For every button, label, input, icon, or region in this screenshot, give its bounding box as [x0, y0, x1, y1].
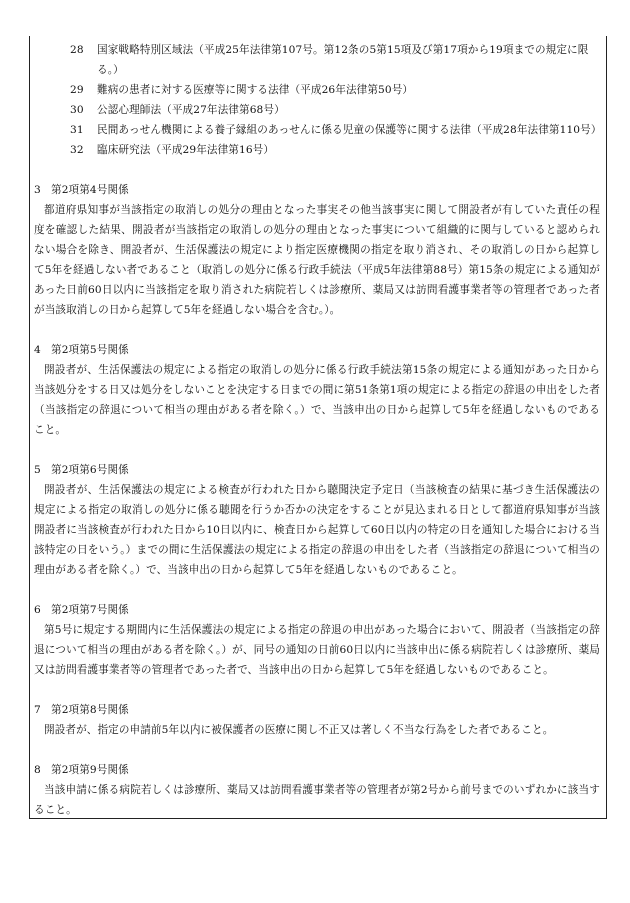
- section-heading: [34, 340, 600, 360]
- section-number: 7: [34, 704, 41, 716]
- section-4: [34, 340, 600, 440]
- section-number: 8: [34, 764, 41, 776]
- document-content: [34, 40, 600, 820]
- section-7: [34, 700, 600, 740]
- section-number: 5: [34, 464, 41, 476]
- section-title: 第2項第6号関係: [51, 464, 129, 476]
- section-body: 第5号に規定する期間内に生活保護法の規定による指定の辞退の申出があった場合において、開設者（当該指定の辞退について相当の理由がある者を除く。）が、同号の通知の日前60日以内に当該申出に係る病院若しくは診療所、薬局又は訪問看護事業者等の管理者であった者で、当該申出の日から起算して5年を経過しないものであること。: [34, 624, 600, 676]
- section-title: 第2項第5号関係: [51, 344, 129, 356]
- item-text: 国家戦略特別区域法（平成25年法律第107号。第12条の5第15項及び第17項から19項までの規定に限る。）: [97, 44, 589, 76]
- list-item: [34, 40, 600, 80]
- list-item: [34, 80, 600, 100]
- section-body: 開設者が、生活保護法の規定による検査が行われた日から聴聞決定予定日（当該検査の結果に基づき生活保護法の規定による指定の取消しの処分に係る聴聞を行うか否かの決定をすることが見込まれる日として都道府県知事が当該開設者に当該検査が行われた日から10日以内に、検査日から起算して60日以内の特定の日を通知した場合における当該特定の日をいう。）までの間に生活保護法の規定による指定の辞退の申出をした者（当該指定の辞退について相当の理由がある者を除く。）で、当該申出の日から起算して5年を経過しないものであること。: [34, 484, 600, 576]
- item-number: 28: [70, 44, 84, 56]
- list-item: [34, 120, 600, 140]
- section-title: 第2項第9号関係: [51, 764, 129, 776]
- section-3: [34, 180, 600, 320]
- section-6: [34, 600, 600, 680]
- section-5: [34, 460, 600, 580]
- item-text: 公認心理師法（平成27年法律第68号）: [97, 104, 285, 116]
- section-8: [34, 760, 600, 820]
- section-number: 3: [34, 184, 41, 196]
- list-item: [34, 140, 600, 160]
- item-number: 31: [70, 124, 84, 136]
- section-number: 4: [34, 344, 41, 356]
- section-number: 6: [34, 604, 41, 616]
- item-number: 32: [70, 144, 84, 156]
- list-item: [34, 100, 600, 120]
- section-heading: [34, 700, 600, 720]
- item-text: 難病の患者に対する医療等に関する法律（平成26年法律第50号）: [97, 84, 414, 96]
- item-number: 29: [70, 84, 84, 96]
- item-text: 民間あっせん機関による養子縁組のあっせんに係る児童の保護等に関する法律（平成28年法律第110号）: [97, 124, 602, 136]
- section-heading: [34, 460, 600, 480]
- section-title: 第2項第4号関係: [51, 184, 129, 196]
- section-body: 開設者が、生活保護法の規定による指定の取消しの処分に係る行政手続法第15条の規定による通知があった日から当該処分をする日又は処分をしないことを決定する日までの間に第51条第1項の規定による指定の辞退の申出をした者（当該指定の辞退について相当の理由がある者を除く。）で、当該申出の日から起算して5年を経過しないものであること。: [34, 364, 600, 436]
- section-heading: [34, 180, 600, 200]
- item-text: 臨床研究法（平成29年法律第16号）: [97, 144, 275, 156]
- item-number: 30: [70, 104, 84, 116]
- section-heading: [34, 600, 600, 620]
- section-heading: [34, 760, 600, 780]
- section-title: 第2項第8号関係: [51, 704, 129, 716]
- section-title: 第2項第7号関係: [51, 604, 129, 616]
- section-body: 都道府県知事が当該指定の取消しの処分の理由となった事実その他当該事実に関して開設者が有していた責任の程度を確認した結果、開設者が当該指定の取消しの処分の理由となった事実について組織的に関与していると認められない場合を除き、開設者が、生活保護法の規定により指定医療機関の指定を取り消され、その取消しの日から起算して5年を経過しない者であること（取消しの処分に係る行政手続法（平成5年法律第88号）第15条の規定による通知があった日前60日以内に当該指定を取り消された病院若しくは診療所、薬局又は訪問看護事業者等の管理者であった者が当該取消しの日から起算して5年を経過しない場合を含む。）。: [34, 204, 600, 316]
- law-list: [34, 40, 600, 160]
- section-body: 開設者が、指定の申請前5年以内に被保護者の医療に関し不正又は著しく不当な行為をした者であること。: [44, 724, 554, 736]
- section-body: 当該申請に係る病院若しくは診療所、薬局又は訪問看護事業者等の管理者が第2号から前号までのいずれかに該当すること。: [34, 784, 600, 816]
